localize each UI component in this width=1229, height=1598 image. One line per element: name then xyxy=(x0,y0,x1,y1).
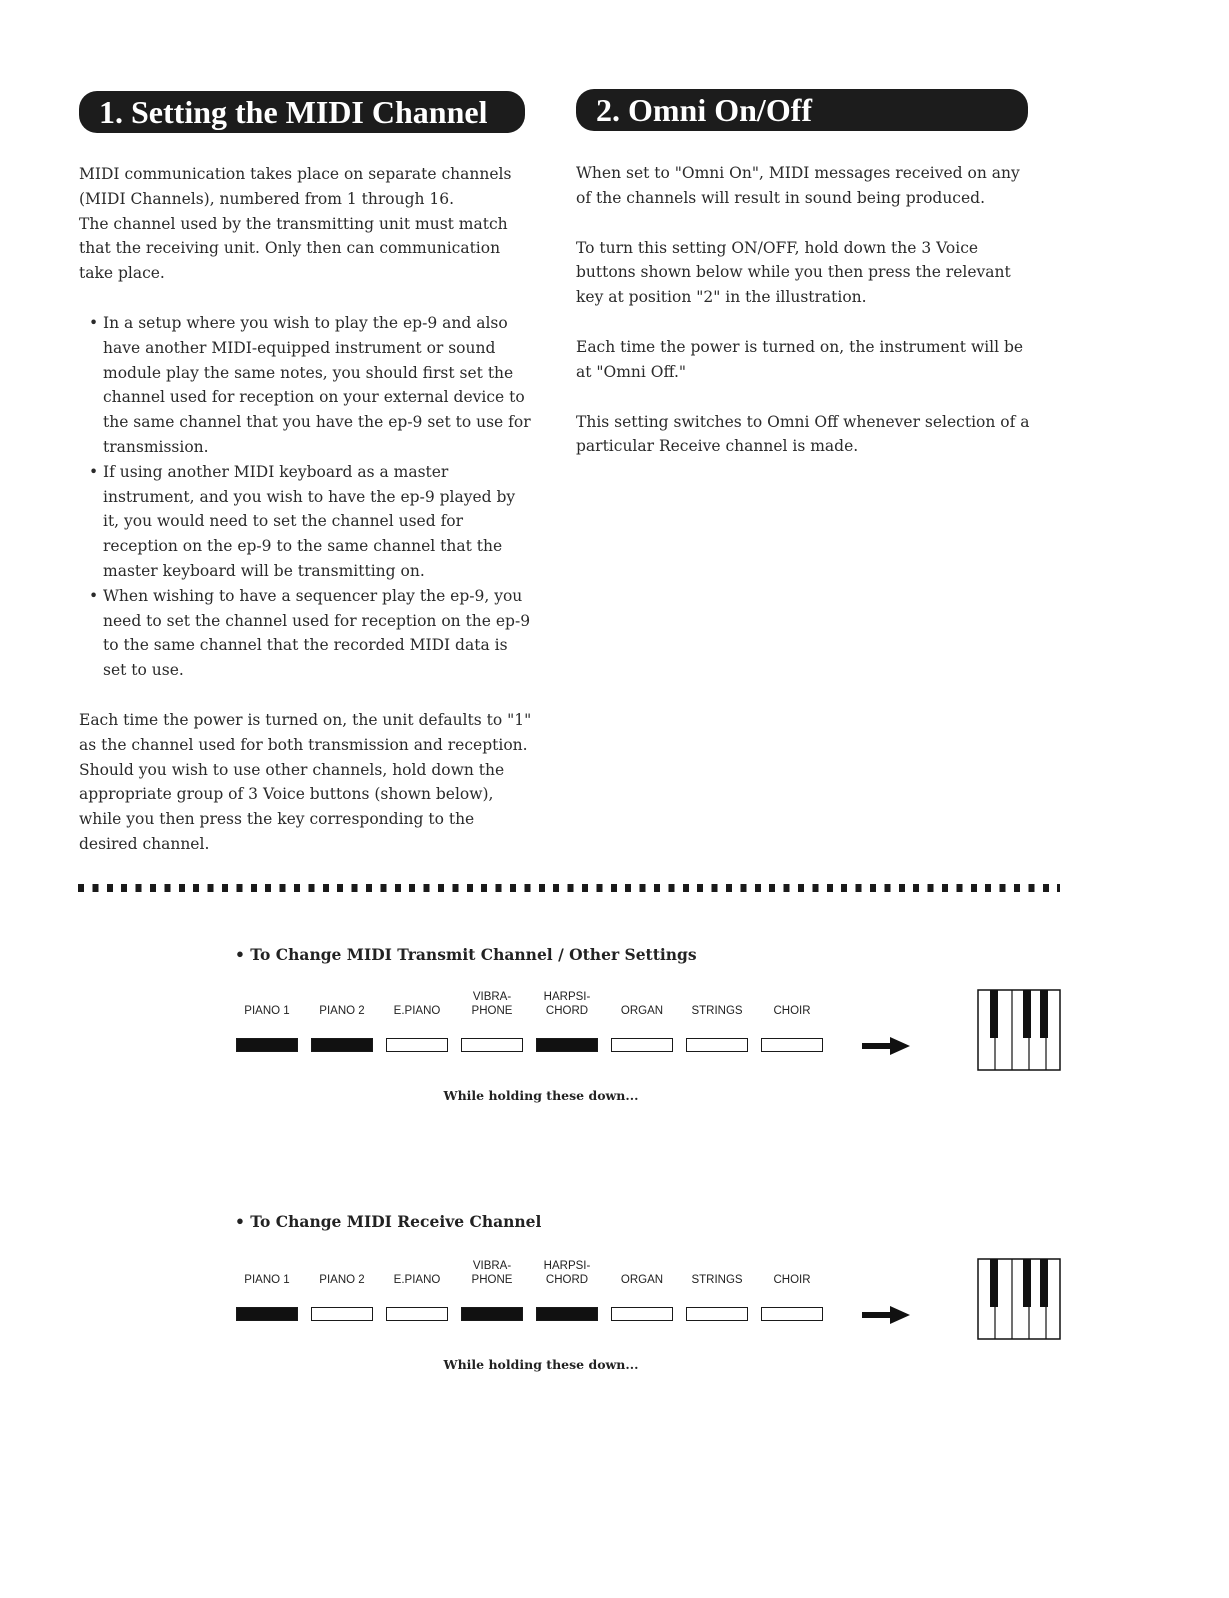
arrow-right-icon xyxy=(862,1305,910,1325)
voice-label-line-1 xyxy=(229,1259,305,1273)
voice-button-label xyxy=(304,990,380,1018)
section2-paragraph-2: To turn this setting ON/OFF, hold down the 3 Voice buttons shown below while you then press the relevant key at position "2" in the illustration. xyxy=(576,238,1011,307)
voice-label-line-2: E.PIANO xyxy=(393,1005,441,1017)
voice-label-line-2: E.PIANO xyxy=(393,1274,441,1286)
voice-button-label xyxy=(454,990,530,1018)
transmit-caption: While holding these down... xyxy=(443,1088,639,1103)
voice-button-label xyxy=(604,1259,680,1287)
list-item: • When wishing to have a sequencer play the ep-9, you need to set the channel used for reception on the ep-9 to the same channel that the recorded MIDI data is set to use. xyxy=(103,584,534,683)
voice-button-label xyxy=(229,1259,305,1287)
section1-intro-2: The channel used by the transmitting unit must match that the receiving unit. Only then can communication take place. xyxy=(79,214,508,283)
voice-label-line-1 xyxy=(229,990,305,1004)
voice-button-label xyxy=(604,990,680,1018)
voice-button-label xyxy=(304,1259,380,1287)
voice-label-line-1: HARPSI- xyxy=(543,1260,591,1272)
voice-label-line-2: PIANO 1 xyxy=(244,1005,290,1017)
receive-caption: While holding these down... xyxy=(443,1357,639,1372)
voice-label-line-2: ORGAN xyxy=(620,1274,664,1286)
voice-button[interactable] xyxy=(611,1307,673,1321)
transmit-diagram-title: • To Change MIDI Transmit Channel / Other Settings xyxy=(235,945,697,964)
voice-button[interactable] xyxy=(686,1038,748,1052)
voice-label-line-2: PHONE xyxy=(471,1005,513,1017)
voice-button[interactable] xyxy=(236,1307,298,1321)
voice-button[interactable] xyxy=(386,1307,448,1321)
voice-label-line-1 xyxy=(304,990,380,1004)
voice-button[interactable] xyxy=(461,1307,523,1321)
voice-button-label xyxy=(379,990,455,1018)
section2-paragraph-3: Each time the power is turned on, the instrument will be at "Omni Off." xyxy=(576,337,1024,381)
voice-label-line-2: STRINGS xyxy=(691,1005,743,1017)
voice-button[interactable] xyxy=(236,1038,298,1052)
voice-button-label xyxy=(754,990,830,1018)
voice-label-line-2: STRINGS xyxy=(691,1274,743,1286)
voice-label-line-2: CHORD xyxy=(545,1274,589,1286)
voice-label-line-2: CHOIR xyxy=(773,1005,811,1017)
section1-heading: 1. Setting the MIDI Channel xyxy=(79,91,525,133)
voice-button[interactable] xyxy=(461,1038,523,1052)
section2-paragraph-4: This setting switches to Omni Off whenever selection of a particular Receive channel is made. xyxy=(576,412,1030,456)
voice-label-line-2: ORGAN xyxy=(620,1005,664,1017)
section2-paragraph-1: When set to "Omni On", MIDI messages received on any of the channels will result in sound being produced. xyxy=(576,164,1020,207)
voice-label-line-1 xyxy=(304,1259,380,1273)
list-item: • In a setup where you wish to play the ep-9 and also have another MIDI-equipped instrument or sound module play the same notes, you should first set the channel used for reception on your external device to the same channel that you have the ep-9 set to use for transmission. xyxy=(103,311,534,460)
voice-button[interactable] xyxy=(761,1038,823,1052)
voice-label-line-1 xyxy=(679,990,755,1004)
arrow-right-icon xyxy=(862,1036,910,1056)
voice-button-label xyxy=(454,1259,530,1287)
section1-body xyxy=(79,162,534,857)
voice-button-label xyxy=(379,1259,455,1287)
voice-label-line-1 xyxy=(379,990,455,1004)
voice-button[interactable] xyxy=(311,1307,373,1321)
voice-button-label xyxy=(529,1259,605,1287)
list-item: • If using another MIDI keyboard as a master instrument, and you wish to have the ep-9 played by it, you would need to set the channel used for reception on the ep-9 to the same channel that the master keyboard will be transmitting on. xyxy=(103,460,534,584)
voice-button-label xyxy=(229,990,305,1018)
section2-heading: 2. Omni On/Off xyxy=(576,89,1028,131)
voice-label-line-2: PIANO 1 xyxy=(244,1274,290,1286)
voice-label-line-2: PIANO 2 xyxy=(319,1274,365,1286)
keyboard-keys-icon xyxy=(977,989,1061,1071)
voice-label-line-1: HARPSI- xyxy=(543,991,591,1003)
section1-bullet-list xyxy=(79,311,534,683)
voice-button-label xyxy=(754,1259,830,1287)
voice-label-line-1: VIBRA- xyxy=(472,1260,512,1272)
voice-button[interactable] xyxy=(761,1307,823,1321)
voice-label-line-2: PHONE xyxy=(471,1274,513,1286)
section1-closing: Each time the power is turned on, the unit defaults to "1" as the channel used for both transmission and reception. Should you wish to use other channels, hold down the appropriate group of 3 Voice buttons (shown below), while you then press the key corresponding to the desired channel. xyxy=(79,710,532,853)
voice-label-line-1 xyxy=(379,1259,455,1273)
voice-label-line-1 xyxy=(754,1259,830,1273)
voice-button[interactable] xyxy=(686,1307,748,1321)
voice-button[interactable] xyxy=(611,1038,673,1052)
voice-label-line-2: CHOIR xyxy=(773,1274,811,1286)
voice-button-label xyxy=(529,990,605,1018)
voice-label-line-2: PIANO 2 xyxy=(319,1005,365,1017)
keyboard-keys-icon xyxy=(977,1258,1061,1340)
dotted-divider xyxy=(78,884,1060,892)
voice-label-line-1 xyxy=(604,1259,680,1273)
voice-label-line-1 xyxy=(604,990,680,1004)
section2-body xyxy=(576,161,1036,459)
voice-button-label xyxy=(679,990,755,1018)
receive-diagram-title: • To Change MIDI Receive Channel xyxy=(235,1212,542,1231)
voice-label-line-2: CHORD xyxy=(545,1005,589,1017)
voice-button-label xyxy=(679,1259,755,1287)
voice-button[interactable] xyxy=(386,1038,448,1052)
voice-button[interactable] xyxy=(311,1038,373,1052)
section1-intro-1: MIDI communication takes place on separate channels (MIDI Channels), numbered from 1 through 16. xyxy=(79,165,512,208)
voice-label-line-1 xyxy=(754,990,830,1004)
voice-button[interactable] xyxy=(536,1038,598,1052)
voice-button[interactable] xyxy=(536,1307,598,1321)
voice-label-line-1 xyxy=(679,1259,755,1273)
voice-label-line-1: VIBRA- xyxy=(472,991,512,1003)
